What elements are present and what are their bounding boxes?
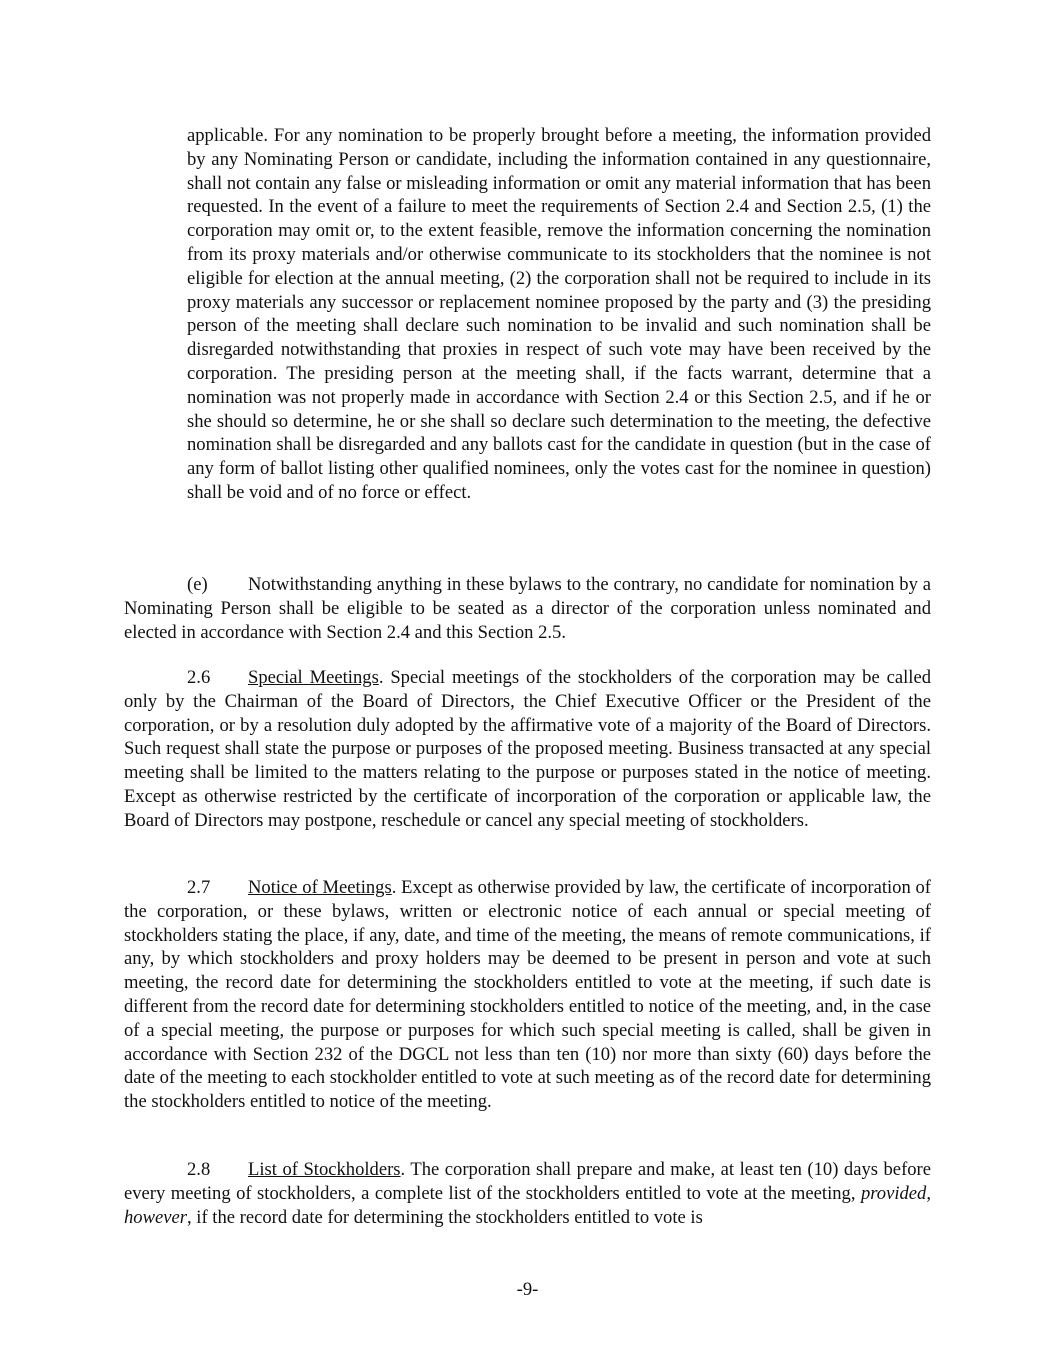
section-2-6-text: . Special meetings of the stockholders of the corporation may be called only by the Chairman of the Board of Directors, the Chief Executive Officer or the President of the corporation, or by a resolution duly adopted by the affirmative vote of a majority of the Board of Directors. Such request shall state the purpose or purposes of the proposed meeting. Business transacted at any special meeting shall be limited to the matters relating to the purpose or purposes stated in the notice of meeting. Except as otherwise restricted by the certificate of incorporation of the corporation or applicable law, the Board of Directors may postpone, reschedule or cancel any special meeting of stockholders. (124, 667, 931, 831)
section-2-6-heading: Special Meetings (248, 667, 379, 688)
section-2-6-number: 2.6 (187, 667, 211, 688)
section-2-7 (124, 876, 931, 1114)
paragraph-e-text: Notwithstanding anything in these bylaws to the contrary, no candidate for nomination by a Nominating Person shall be eligible to be seated as a director of the corporation unless nominated and elected in accordance with Section 2.4 and this Section 2.5. (124, 574, 931, 643)
section-2-7-number: 2.7 (187, 877, 211, 898)
section-2-7-text: . Except as otherwise provided by law, the certificate of incorporation of the corporation, or these bylaws, written or electronic notice of each annual or special meeting of stockholders stating the place, if any, date, and time of the meeting, the means of remote communications, if any, by which stockholders and proxy holders may be deemed to be present in person and vote at such meeting, the record date for determining the stockholders entitled to vote at the meeting, if such date is different from the record date for determining stockholders entitled to notice of the meeting, and, in the case of a special meeting, the purpose or purposes for which such special meeting is called, shall be given in accordance with Section 232 of the DGCL not less than ten (10) nor more than sixty (60) days before the date of the meeting to each stockholder entitled to vote at such meeting as of the record date for determining the stockholders entitled to notice of the meeting. (124, 877, 931, 1113)
section-2-7-heading: Notice of Meetings (248, 877, 392, 898)
paragraph-e (124, 573, 931, 644)
section-2-8-heading: List of Stockholders (248, 1159, 401, 1180)
section-2-6 (124, 666, 931, 833)
section-2-8 (124, 1158, 931, 1229)
section-2-8-text-after: , if the record date for determining the stockholders entitled to vote is (187, 1206, 703, 1228)
continuation-paragraph: applicable. For any nomination to be properly brought before a meeting, the information provided by any Nominating Person or candidate, including the information contained in any questionnaire, shall not contain any false or misleading information or omit any material information that has been requested. In the event of a failure to meet the requirements of Section 2.4 and Section 2.5, (1) the corporation may omit or, to the extent feasible, remove the information concerning the nomination from its proxy materials and/or otherwise communicate to its stockholders that the nominee is not eligible for election at the annual meeting, (2) the corporation shall not be required to include in its proxy materials any successor or replacement nominee proposed by the party and (3) the presiding person of the meeting shall declare such nomination to be invalid and such nomination shall be disregarded notwithstanding that proxies in respect of such vote may have been received by the corporation. The presiding person at the meeting shall, if the facts warrant, determine that a nomination was not properly made in accordance with Section 2.4 or this Section 2.5, and if he or she should so determine, he or she shall so declare such determination to the meeting, the defective nomination shall be disregarded and any ballots cast for the candidate in question (but in the case of any form of ballot listing other qualified nominees, only the votes cast for the nominee in question) shall be void and of no force or effect. (187, 125, 931, 503)
section-2-8-number: 2.8 (187, 1159, 211, 1180)
section-2-8-text-italic: provided, however (124, 1182, 931, 1228)
paragraph-e-label: (e) (187, 574, 208, 595)
section-2-8-text-before: . The corporation shall prepare and make, at least ten (10) days before every meeting of stockholders, a complete list of the stockholders entitled to vote at the meeting, (124, 1159, 931, 1204)
page-number: -9- (516, 1279, 539, 1300)
